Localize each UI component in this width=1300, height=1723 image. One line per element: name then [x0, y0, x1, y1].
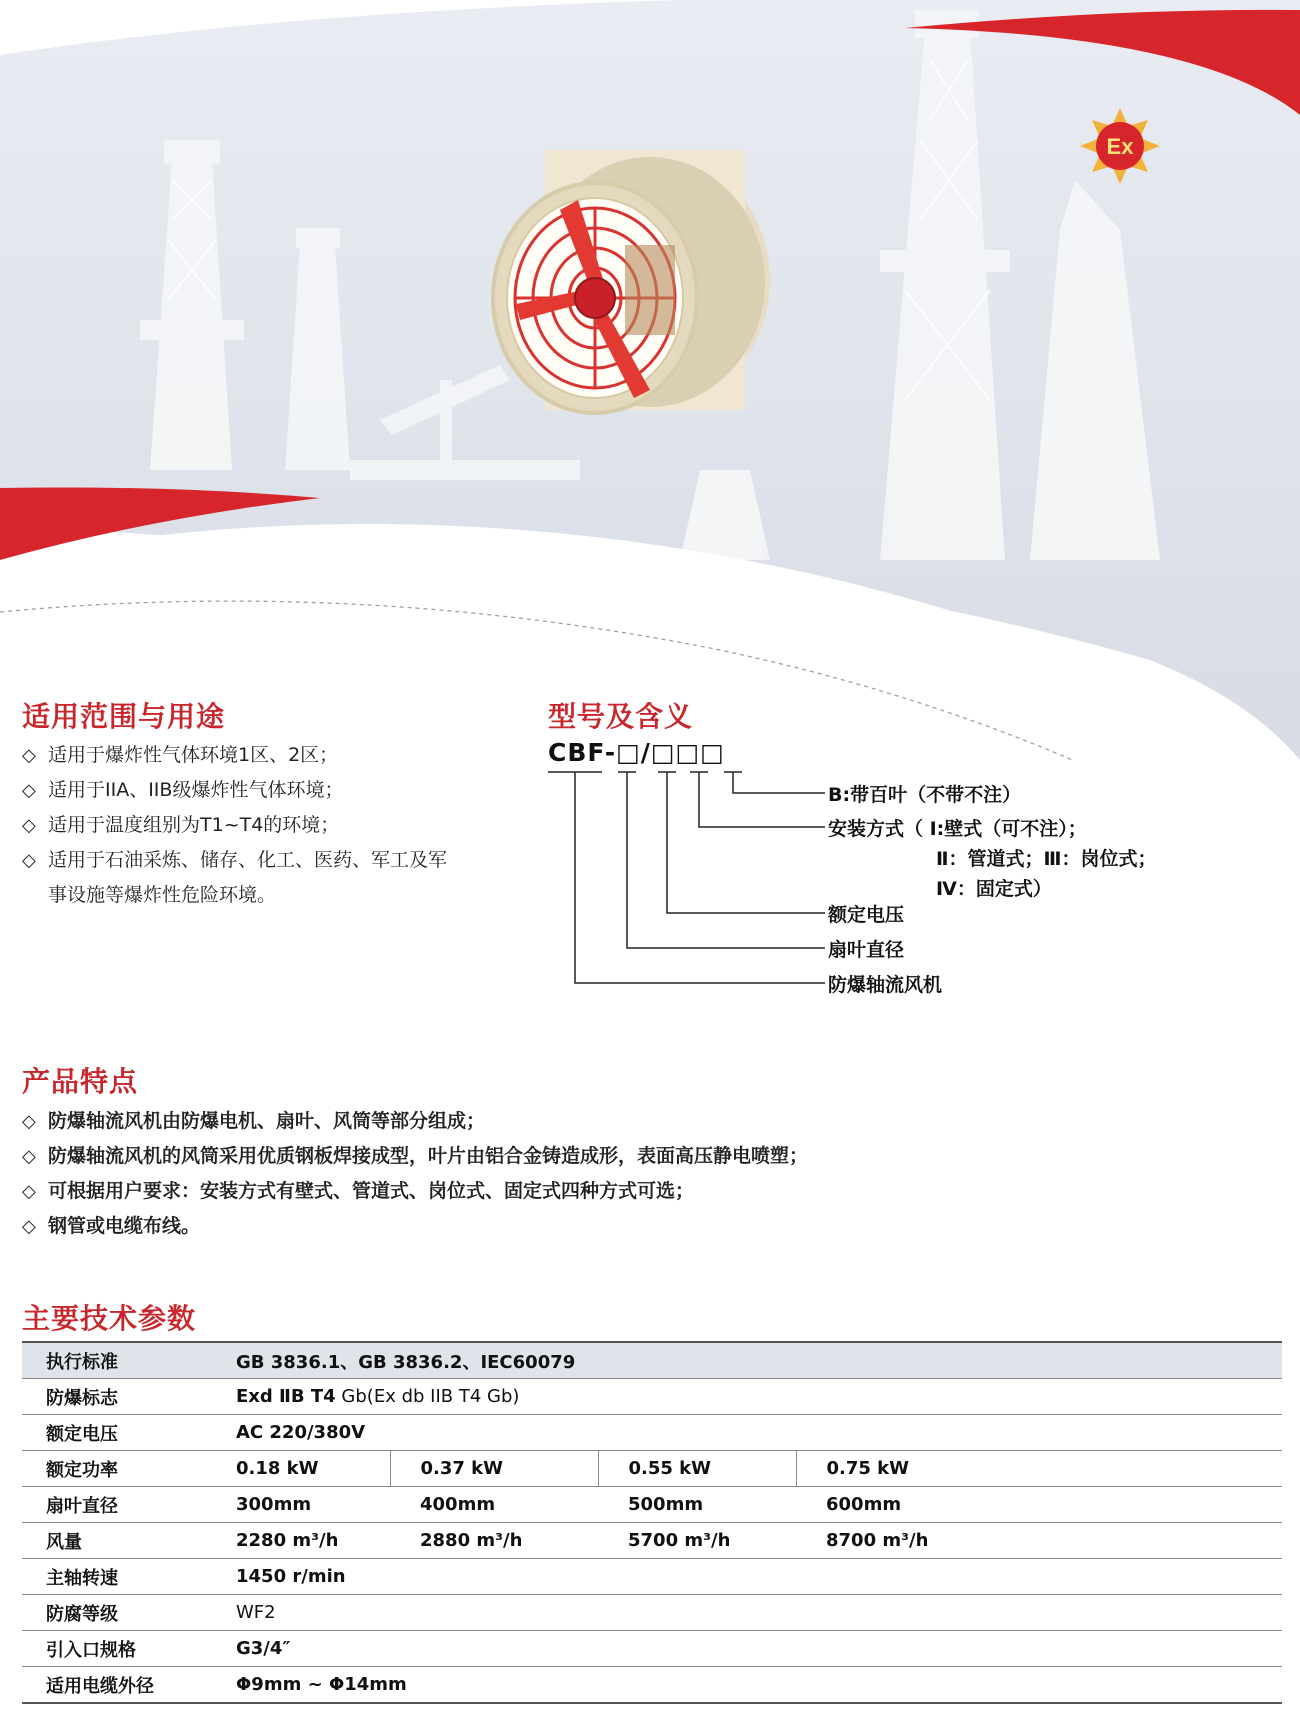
list-item: ◇ 钢管或电缆布线。 — [22, 1209, 1222, 1244]
table-row — [22, 1631, 1282, 1667]
features-title: 产品特点 — [22, 1065, 139, 1098]
specs-title: 主要技术参数 — [22, 1302, 197, 1335]
spec-value: 2880 m³/h — [390, 1523, 598, 1559]
list-item: ◇ 适用于IIA、IIB级爆炸性气体环境； — [22, 773, 462, 808]
spec-label: 额定电压 — [22, 1415, 212, 1451]
spec-label: 扇叶直径 — [22, 1487, 212, 1523]
diamond-bullet-icon: ◇ — [22, 1216, 36, 1237]
list-item: ◇ 防爆轴流风机由防爆电机、扇叶、风筒等部分组成； — [22, 1104, 1222, 1139]
model-label-shutter: B:带百叶（不带不注） — [828, 784, 1022, 806]
table-row — [22, 1415, 1282, 1451]
list-item: ◇ 适用于石油采炼、储存、化工、医药、军工及军事设施等爆炸性危险环境。 — [22, 843, 462, 913]
diamond-bullet-icon: ◇ — [22, 815, 36, 836]
diamond-bullet-icon: ◇ — [22, 780, 36, 801]
model-title: 型号及含义 — [548, 700, 694, 733]
applications-list — [22, 738, 462, 913]
spec-value: AC 220/380V — [212, 1415, 1282, 1451]
table-row — [22, 1595, 1282, 1631]
features-list — [22, 1104, 1222, 1244]
spec-value: 600mm — [796, 1487, 1282, 1523]
spec-value: 300mm — [212, 1487, 390, 1523]
diamond-bullet-icon: ◇ — [22, 850, 36, 871]
diamond-bullet-icon: ◇ — [22, 1181, 36, 1202]
table-row — [22, 1559, 1282, 1595]
ex-mark-rest: Gb(Ex db IIB T4 Gb) — [335, 1386, 520, 1407]
spec-value: 0.75 kW — [796, 1451, 1282, 1487]
spec-label: 主轴转速 — [22, 1559, 212, 1595]
specs-table — [22, 1341, 1282, 1704]
model-label-install-3: Ⅳ：固定式） — [936, 878, 1052, 900]
svg-text:Ex: Ex — [1106, 134, 1134, 159]
spec-value: GB 3836.1、GB 3836.2、IEC60079 — [212, 1342, 1282, 1379]
table-row — [22, 1342, 1282, 1379]
table-row — [22, 1451, 1282, 1487]
model-label-install-2: Ⅱ：管道式；Ⅲ：岗位式； — [936, 848, 1157, 870]
hero-illustration — [0, 0, 1300, 760]
spec-value: 8700 m³/h — [796, 1523, 1282, 1559]
diamond-bullet-icon: ◇ — [22, 1111, 36, 1132]
model-code-diagram — [540, 760, 1240, 1010]
model-code: CBF-□/□□□ — [548, 738, 725, 767]
model-label-voltage: 额定电压 — [828, 904, 905, 926]
spec-value: 400mm — [390, 1487, 598, 1523]
ex-mark-bold: Exd ⅡB T4 — [236, 1386, 336, 1407]
spec-value: 1450 r/min — [212, 1559, 1282, 1595]
model-label-fan-type: 防爆轴流风机 — [828, 974, 943, 996]
spec-label: 引入口规格 — [22, 1631, 212, 1667]
spec-value: 5700 m³/h — [598, 1523, 796, 1559]
spec-label: 风量 — [22, 1523, 212, 1559]
spec-value: 2280 m³/h — [212, 1523, 390, 1559]
spec-value: Φ9mm ~ Φ14mm — [212, 1667, 1282, 1704]
spec-value: 0.18 kW — [212, 1451, 390, 1487]
diamond-bullet-icon: ◇ — [22, 745, 36, 766]
spec-value: 0.37 kW — [390, 1451, 598, 1487]
spec-value: WF2 — [212, 1595, 1282, 1631]
table-row — [22, 1487, 1282, 1523]
spec-value: 500mm — [598, 1487, 796, 1523]
spec-label: 适用电缆外径 — [22, 1667, 212, 1704]
model-label-install: 安装方式（ Ⅰ:壁式（可不注）； — [828, 818, 1087, 840]
table-row — [22, 1667, 1282, 1704]
spec-value — [212, 1379, 1282, 1415]
spec-label: 防腐等级 — [22, 1595, 212, 1631]
list-item: ◇ 防爆轴流风机的风筒采用优质钢板焊接成型，叶片由铝合金铸造成形，表面高压静电喷塑； — [22, 1139, 1222, 1174]
list-item: ◇ 适用于温度组别为T1~T4的环境； — [22, 808, 462, 843]
spec-label: 额定功率 — [22, 1451, 212, 1487]
table-row — [22, 1379, 1282, 1415]
spec-label: 防爆标志 — [22, 1379, 212, 1415]
list-item: ◇ 可根据用户要求：安装方式有壁式、管道式、岗位式、固定式四种方式可选； — [22, 1174, 1222, 1209]
diamond-bullet-icon: ◇ — [22, 1146, 36, 1167]
spec-label: 执行标准 — [22, 1342, 212, 1379]
table-row — [22, 1523, 1282, 1559]
spec-value: G3/4″ — [212, 1631, 1282, 1667]
applications-title: 适用范围与用途 — [22, 700, 226, 733]
model-label-diameter: 扇叶直径 — [828, 939, 905, 961]
spec-value: 0.55 kW — [598, 1451, 796, 1487]
list-item: ◇ 适用于爆炸性气体环境1区、2区； — [22, 738, 462, 773]
